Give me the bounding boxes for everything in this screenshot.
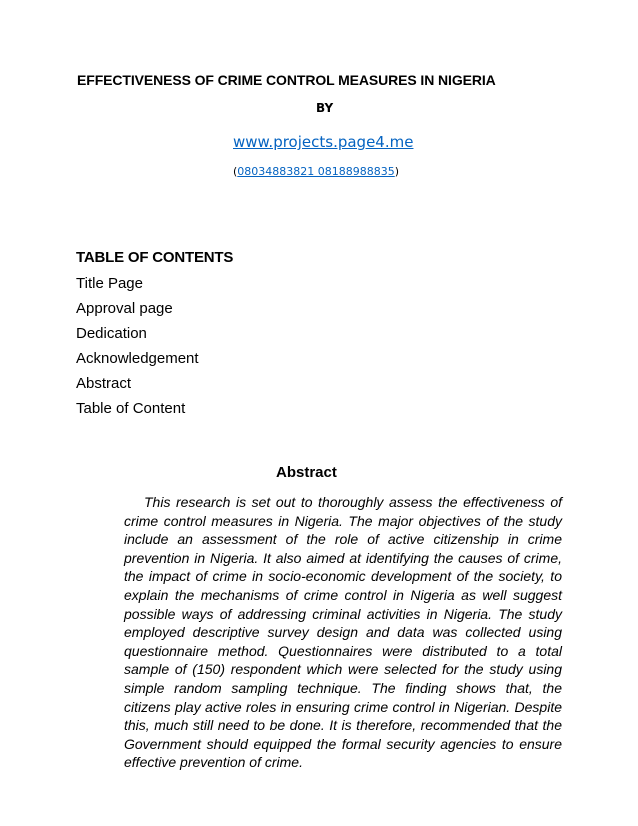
toc-item-approval-page: Approval page bbox=[76, 300, 173, 317]
toc-list bbox=[76, 275, 199, 425]
toc-item-title-page: Title Page bbox=[76, 275, 143, 292]
abstract-heading: Abstract bbox=[276, 464, 337, 481]
toc-item-table-of-content: Table of Content bbox=[76, 400, 186, 417]
toc-item-dedication: Dedication bbox=[76, 325, 147, 342]
toc-heading: TABLE OF CONTENTS bbox=[76, 249, 234, 266]
toc-item-abstract: Abstract bbox=[76, 375, 132, 392]
by-label: BY bbox=[316, 101, 334, 115]
phone-link[interactable]: 08034883821 08188988835 bbox=[237, 165, 395, 178]
phone-open-paren: ( bbox=[233, 165, 238, 178]
document-title: EFFECTIVENESS OF CRIME CONTROL MEASURES IN NIGERIA bbox=[77, 72, 496, 88]
phone-close-paren: ) bbox=[394, 165, 400, 178]
abstract-body: This research is set out to thoroughly assess the effectiveness of crime control measures in Nigeria. The major objectives of the study include an assessment of the role of active citizenship in crime prevention in Nigeria. It also aimed at identifying the causes of crime, the impact of crime in socio-economic development of the society, to explain the mechanisms of crime control in Nigeria as well suggest possible ways of addressing criminal activities in Nigeria. The study employed descriptive survey design and data was collected using questionnaire method. Questionnaires were distributed to a total sample of (150) respondent which were selected for the study using simple random sampling technique. The finding shows that, the citizens play active roles in ensuring crime control in Nigerian. Despite this, much still need to be done. It is therefore, recommended that the Government should equipped the formal security agencies to ensure effective prevention of crime. bbox=[124, 494, 562, 771]
phone-numbers bbox=[233, 165, 399, 178]
website-link[interactable]: www.projects.page4.me bbox=[233, 133, 414, 151]
toc-item-acknowledgement: Acknowledgement bbox=[76, 350, 199, 367]
